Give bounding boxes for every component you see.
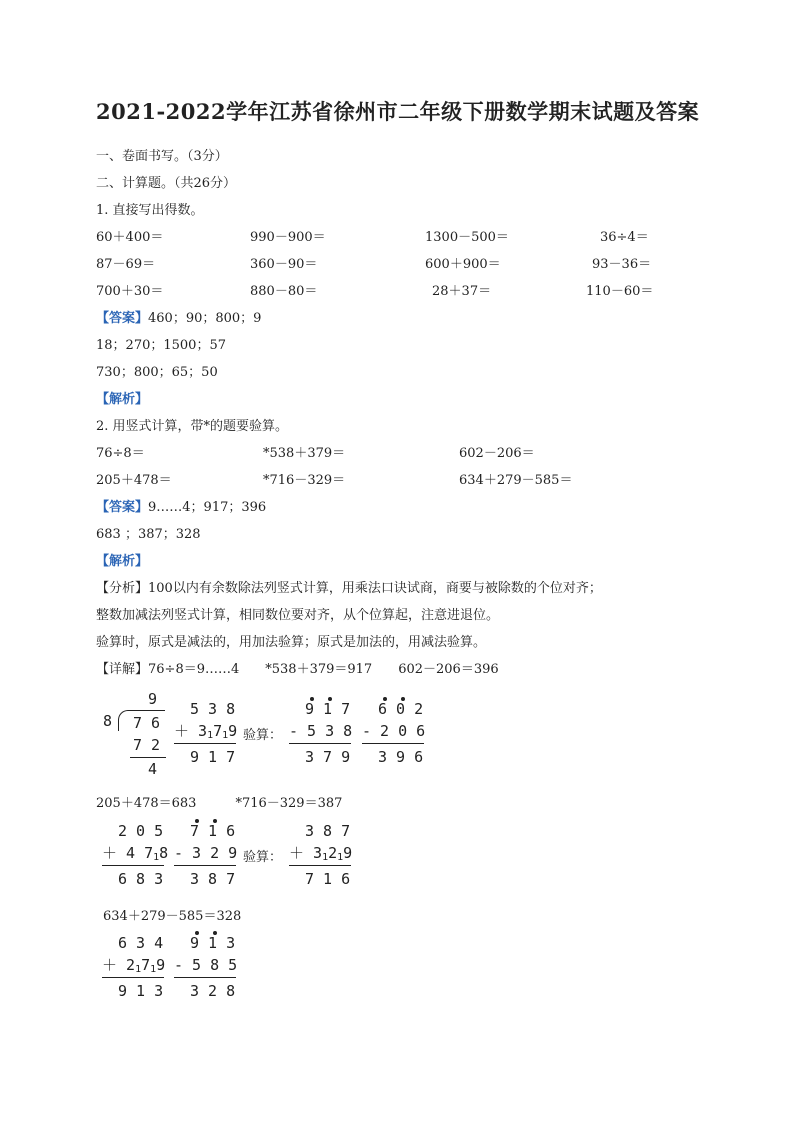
detail-tag: 【详解】: [96, 662, 149, 677]
q2-prompt: 2. 用竖式计算，带*的题要验算。: [96, 419, 289, 434]
div-divisor: 8: [103, 712, 113, 730]
add-top: 2 0 5: [118, 822, 164, 840]
div-quotient: 9: [148, 690, 158, 708]
add-digit: ＋ 3: [174, 722, 208, 740]
sub-line: [362, 743, 424, 744]
page-title: 2021-2022学年江苏省徐州市二年级下册数学期末试题及答案: [96, 99, 700, 124]
add-digit: 2: [328, 844, 338, 862]
add-digit: ＋ 3: [289, 844, 323, 862]
q1-item: 36÷4＝: [600, 230, 649, 245]
check-label: 验算：: [243, 728, 283, 743]
q1-item: 360－90＝: [250, 257, 318, 272]
detail-line-3: 634＋279－585＝328: [103, 909, 242, 924]
sub-result: 3 7 9: [305, 748, 351, 766]
q2-item: 602－206＝: [459, 446, 535, 461]
fenxi-text: 100以内有余数除法列竖式计算，用乘法口诀试商，商要与被除数的个位对齐；: [148, 581, 602, 596]
sub-bottom: - 2 0 6: [362, 722, 426, 740]
fenxi-tag: 【分析】: [96, 581, 149, 596]
add-digit: 9: [156, 956, 166, 974]
q1-prompt: 1. 直接写出得数。: [96, 203, 204, 218]
sub-result: 3 9 6: [378, 748, 424, 766]
q1-item: 60＋400＝: [96, 230, 164, 245]
answer-tag: 【答案】: [96, 311, 149, 326]
section-1: 一、卷面书写。（3分）: [96, 149, 228, 164]
sub-line: [174, 865, 236, 866]
carry-mark: 1: [135, 964, 142, 975]
analysis-tag: 【解析】: [96, 554, 149, 569]
fenxi-text: 验算时，原式是减法的，用加法验算；原式是加法的，用减法验算。: [96, 635, 487, 650]
detail-line: [96, 658, 499, 677]
q1-item: 880－80＝: [250, 284, 318, 299]
add-result: 9 1 3: [118, 982, 164, 1000]
q1-answer: [96, 307, 261, 326]
sub-result: 3 2 8: [190, 982, 236, 1000]
add-digit: 9: [228, 722, 238, 740]
answer-text: 9……4；917；396: [148, 500, 267, 515]
fenxi-text: 整数加减法列竖式计算，相同数位要对齐，从个位算起，注意进退位。: [96, 608, 500, 623]
fenxi-line: [96, 577, 602, 596]
add-result: 7 1 6: [305, 870, 351, 888]
add-digit: 7: [213, 722, 223, 740]
q2-item: *716－329＝: [263, 473, 346, 488]
sub-top: 6 0 2: [378, 700, 424, 718]
add-digit: 8: [159, 844, 169, 862]
answer-text: 460；90；800；9: [148, 311, 262, 326]
check-label: 验算：: [243, 850, 283, 865]
sub-top: 9 1 3: [190, 934, 236, 952]
div-product: 7 2: [133, 736, 161, 754]
carry-mark: 1: [207, 730, 214, 741]
carry-mark: 1: [153, 852, 160, 863]
add-result: 9 1 7: [190, 748, 236, 766]
sub-top: 7 1 6: [190, 822, 236, 840]
q2-item: 76÷8＝: [96, 446, 145, 461]
answer-text: 18；270；1500；57: [96, 338, 226, 353]
sub-bottom: - 3 2 9: [174, 844, 238, 862]
q1-item: 990－900＝: [250, 230, 326, 245]
q2-answer: [96, 496, 266, 515]
q1-item: 700＋30＝: [96, 284, 164, 299]
add-top: 6 3 4: [118, 934, 164, 952]
add-top: 3 8 7: [305, 822, 351, 840]
sub-result: 3 8 7: [190, 870, 236, 888]
q2-item: 634＋279－585＝: [459, 473, 573, 488]
analysis-tag: 【解析】: [96, 392, 149, 407]
q1-item: 1300－500＝: [425, 230, 509, 245]
add-line: [174, 743, 236, 744]
carry-mark: 1: [222, 730, 229, 741]
section-2: 二、计算题。（共26分）: [96, 176, 237, 191]
q2-item: 205＋478＝: [96, 473, 172, 488]
answer-tag: 【答案】: [96, 500, 149, 515]
div-dividend: 7 6: [133, 714, 161, 732]
carry-mark: 1: [150, 964, 157, 975]
add-line: [102, 977, 164, 978]
sub-bottom: - 5 3 8: [289, 722, 353, 740]
q1-item: 87－69＝: [96, 257, 156, 272]
sub-bottom: - 5 8 5: [174, 956, 238, 974]
add-result: 6 8 3: [118, 870, 164, 888]
q1-item: 110－60＝: [586, 284, 654, 299]
add-digit: 7: [141, 956, 151, 974]
detail-line-2: 205＋478＝683 *716－329＝387: [96, 796, 343, 811]
answer-text: 730；800；65；50: [96, 365, 218, 380]
add-line: [102, 865, 164, 866]
add-top: 5 3 8: [190, 700, 236, 718]
add-digit: 9: [343, 844, 353, 862]
q2-item: *538＋379＝: [263, 446, 346, 461]
sub-line: [289, 743, 351, 744]
q1-item: 93－36＝: [592, 257, 652, 272]
add-line: [289, 865, 351, 866]
carry-mark: 1: [337, 852, 344, 863]
carry-mark: 1: [322, 852, 329, 863]
q1-item: 600＋900＝: [425, 257, 501, 272]
add-digit: ＋ 2: [102, 956, 136, 974]
sub-line: [174, 977, 236, 978]
q1-item: 28＋37＝: [432, 284, 492, 299]
sub-top: 9 1 7: [305, 700, 351, 718]
div-remainder: 4: [148, 760, 158, 778]
detail-text: 76÷8＝9……4 *538＋379＝917 602－206＝396: [148, 662, 499, 677]
add-digit: ＋ 4 7: [102, 844, 154, 862]
answer-text: 683 ；387；328: [96, 527, 201, 542]
